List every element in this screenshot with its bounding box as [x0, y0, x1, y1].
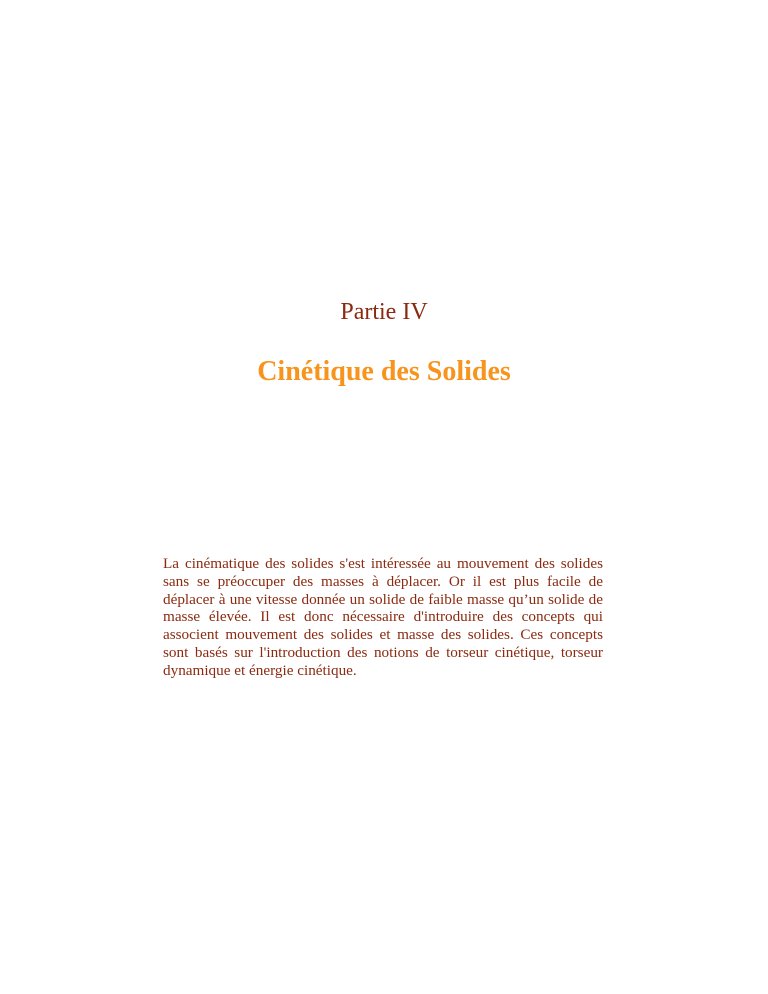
part-number-heading: Partie IV [340, 299, 428, 325]
intro-paragraph: La cinématique des solides s'est intéressée au mouvement des solides sans se préoccuper des masses à déplacer. Or il est plus facile de déplacer à une vitesse donnée un solide de faible masse qu’un solide de masse élevée. Il est donc nécessaire d'introduire des concepts qui associent mouvement des solides et masse des solides. Ces concepts sont basés sur l'introduction des notions de torseur cinétique, torseur dynamique et énergie cinétique. [163, 555, 603, 679]
part-title-heading: Cinétique des Solides [257, 356, 511, 387]
